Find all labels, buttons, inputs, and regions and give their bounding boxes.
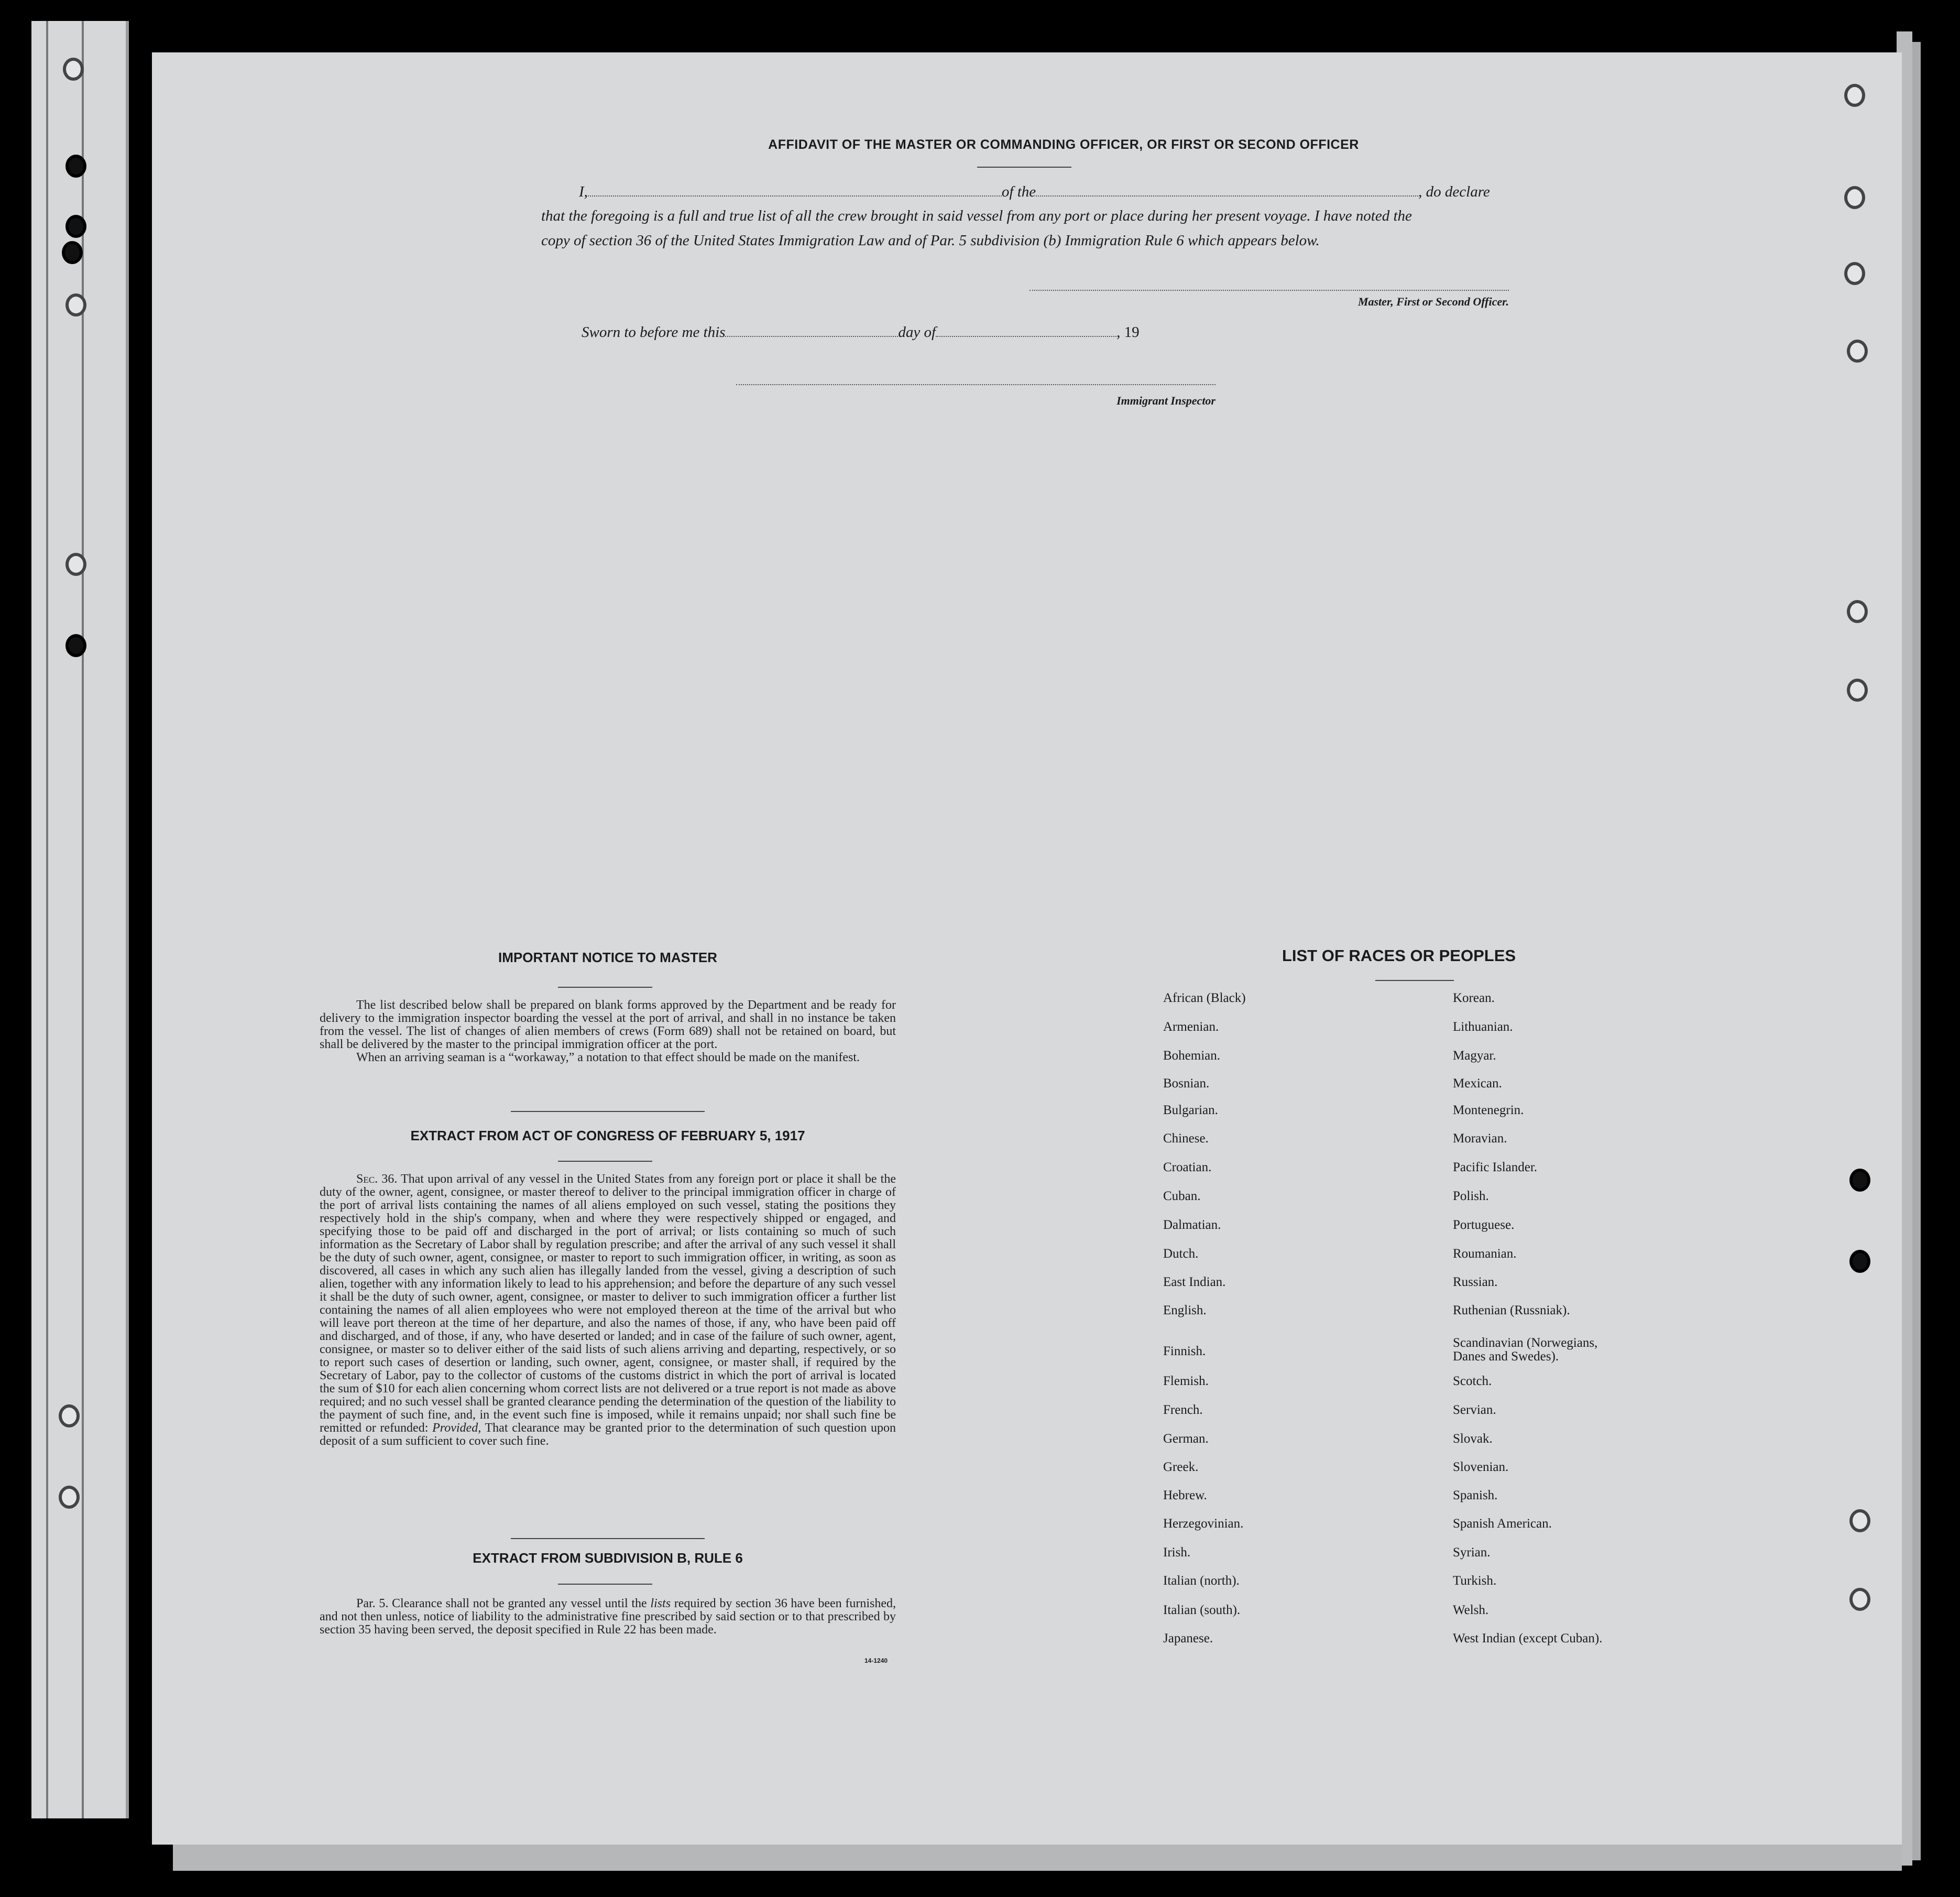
master-signature-caption: Master, First or Second Officer. <box>1357 295 1509 308</box>
race-item: Hebrew. <box>1163 1488 1207 1502</box>
extract-act-title: EXTRACT FROM ACT OF CONGRESS OF FEBRUARY 5, 1917 <box>410 1128 805 1143</box>
affidavit-line-1 <box>579 183 1490 201</box>
race-item: Finnish. <box>1163 1344 1206 1358</box>
divider <box>558 987 652 988</box>
notice-paragraph-2: When an arriving seaman is a “workaway,” a notation to that effect should be made on the manifest. <box>356 1051 860 1064</box>
race-item: Ruthenian (Russniak). <box>1453 1303 1570 1317</box>
affidavit-line-2: that the foregoing is a full and true list of all the crew brought in said vessel from any port or place during her present voyage. I have noted the <box>541 208 1412 224</box>
lists-word: lists <box>650 1597 671 1610</box>
binder-hole <box>1844 262 1865 285</box>
race-item: Irish. <box>1163 1545 1191 1560</box>
races-title: LIST OF RACES OR PEOPLES <box>1282 946 1516 965</box>
race-item: Polish. <box>1453 1189 1489 1203</box>
binder-hole <box>65 155 86 178</box>
binder-hole <box>62 241 83 264</box>
binding-strip <box>31 21 129 1818</box>
race-item: Japanese. <box>1163 1631 1213 1645</box>
binder-hole <box>1847 679 1868 702</box>
binder-hole <box>1847 600 1868 623</box>
race-item: Italian (north). <box>1163 1574 1240 1588</box>
race-item: Syrian. <box>1453 1545 1491 1560</box>
race-item: Spanish. <box>1453 1488 1498 1502</box>
race-item: Slovenian. <box>1453 1460 1509 1474</box>
race-item: French. <box>1163 1403 1203 1417</box>
notice-paragraph-1: The list described below shall be prepared on blank forms approved by the Department and be ready for delivery to the immigration inspector boarding the vessel at the port of arrival, and shall in no instance be taken from the vessel. The list of changes of alien members of crews (Form 689) shall not be retained on board, but shall be delivered by the master to the principal immigration officer at the port. <box>320 998 896 1051</box>
binder-hole <box>63 58 84 81</box>
sworn-label: Sworn to before me this <box>582 324 726 341</box>
affidavit-do-declare: , do declare <box>1418 183 1490 200</box>
race-item: German. <box>1163 1432 1209 1446</box>
divider <box>1375 980 1454 981</box>
race-item: Scotch. <box>1453 1374 1492 1388</box>
race-item: Moravian. <box>1453 1131 1507 1146</box>
race-item: Croatian. <box>1163 1160 1212 1174</box>
sec-36-end: That clearance may be granted prior to the determination of such question upon deposit of a sum sufficient to cover such fine. <box>320 1421 896 1448</box>
affidavit-title: AFFIDAVIT OF THE MASTER OR COMMANDING OFFICER, OR FIRST OR SECOND OFFICER <box>768 137 1359 152</box>
race-item: Montenegrin. <box>1453 1103 1524 1117</box>
rule-6-text <box>320 1597 896 1637</box>
affidavit-i: I, <box>579 183 588 200</box>
binder-hole <box>65 553 86 576</box>
race-item: Greek. <box>1163 1460 1199 1474</box>
race-item: Scandinavian (Norwegians, Danes and Swedes). <box>1453 1336 1598 1364</box>
binder-hole <box>1844 84 1865 107</box>
race-item: Herzegovinian. <box>1163 1517 1244 1531</box>
binder-hole <box>65 215 86 238</box>
divider <box>977 167 1071 168</box>
race-item: East Indian. <box>1163 1275 1226 1289</box>
binder-hole <box>1849 1169 1870 1192</box>
race-item: Pacific Islander. <box>1453 1160 1538 1174</box>
binder-hole <box>1849 1588 1870 1611</box>
race-item: Italian (south). <box>1163 1603 1241 1617</box>
notice-body <box>320 999 896 1064</box>
race-item: Dutch. <box>1163 1247 1199 1261</box>
race-item: Roumanian. <box>1453 1247 1517 1261</box>
race-item: Dalmatian. <box>1163 1218 1221 1232</box>
binder-hole <box>65 634 86 657</box>
divider <box>511 1111 705 1112</box>
binder-hole <box>1844 186 1865 209</box>
race-item: Korean. <box>1453 991 1495 1005</box>
provided-word: Provided, <box>432 1421 481 1435</box>
binder-hole <box>65 293 86 317</box>
race-item: African (Black) <box>1163 991 1246 1005</box>
rule-text-b: required by section 36 have been furnished, and not then unless, notice of liability to the administrative fine prescribed by said section or to that prescribed by section 35 having been served, the deposit specified in Rule 22 has been made. <box>320 1597 896 1637</box>
day-blank[interactable] <box>725 324 898 337</box>
sec-label: Sec. 36. <box>356 1172 398 1186</box>
page-stack-edge <box>1912 42 1921 1860</box>
race-item: Magyar. <box>1453 1049 1496 1063</box>
divider <box>511 1538 705 1539</box>
race-item: Servian. <box>1453 1403 1496 1417</box>
race-item: Cuban. <box>1163 1189 1201 1203</box>
binder-hole <box>1849 1509 1870 1532</box>
sec-36-body: That upon arrival of any vessel in the United States from any foreign port or place it shall be the duty of the owner, agent, consignee, or master thereof to deliver to the principal immigration officer in charge of the port of arrival lists containing the names of all aliens employed on such vessel, stating the positions they respectively hold in the ship's company, when and where they were respectively shipped or engaged, and specifying those to be paid off and discharged in the port of arrival; or lists containing so much of such information as the Secretary of Labor shall by regulation prescribe; and after the arrival of any such vessel it shall be the duty of such owner, agent, consignee, or master to report to such immigration officer, in writing, as soon as discovered, all cases in which any such alien has illegally landed from the vessel, giving a description of such alien, together with any information likely to lead to his apprehension; and before the departure of any such vessel it shall be the duty of such owner, agent, consignee, or master to deliver to such immigration officer a further list containing the names of all alien employees who were not employed thereon at the time of the arrival but who will leave port thereon at the time of her departure, and also the names of those, if any, who have been paid off and discharged, and of those, if any, who have deserted or landed; and in case of the failure of such owner, agent, consignee, or master so to deliver either of the said lists of such aliens arriving and departing, respectively, or so to report such cases of desertion or landing, such owner, agent, consignee, or master shall, if required by the Secretary of Labor, pay to the collector of customs of the customs district in which the port of arrival is located the sum of $10 for each alien concerning whom correct lists are not delivered or a true report is not made as above required; and no such vessel shall be granted clearance pending the determination of the question of the liability to the payment of such fine, and, in the event such fine is imposed, while it remains unpaid; nor shall such fine be remitted or refunded: <box>320 1172 896 1435</box>
race-item: Bohemian. <box>1163 1049 1221 1063</box>
divider <box>558 1584 652 1585</box>
notice-title: IMPORTANT NOTICE TO MASTER <box>498 950 717 965</box>
section-36-text <box>320 1173 896 1448</box>
affidavit-line-3: copy of section 36 of the United States Immigration Law and of Par. 5 subdivision (b) Immigration Rule 6 which appears below. <box>541 232 1320 249</box>
race-item: Mexican. <box>1453 1076 1502 1091</box>
race-item: Armenian. <box>1163 1020 1219 1034</box>
binder-hole <box>1849 1250 1870 1273</box>
race-item: West Indian (except Cuban). <box>1453 1631 1603 1645</box>
race-item: Chinese. <box>1163 1131 1209 1146</box>
sworn-line <box>582 324 1140 341</box>
race-item: English. <box>1163 1303 1207 1317</box>
binder-hole <box>59 1486 80 1509</box>
race-item: Turkish. <box>1453 1574 1497 1588</box>
race-item: Bosnian. <box>1163 1076 1210 1091</box>
day-of-label: day of <box>898 324 936 341</box>
race-item: Bulgarian. <box>1163 1103 1218 1117</box>
vessel-blank[interactable] <box>1036 184 1418 197</box>
race-item: Welsh. <box>1453 1603 1489 1617</box>
rule-text-a: Par. 5. Clearance shall not be granted any vessel until the <box>356 1597 647 1610</box>
form-number: 14-1240 <box>864 1657 888 1664</box>
inspector-caption: Immigrant Inspector <box>1116 394 1216 407</box>
year-prefix: , 19 <box>1116 324 1140 341</box>
month-blank[interactable] <box>936 324 1116 337</box>
race-item: Russian. <box>1453 1275 1498 1289</box>
affidavit-of-the: of the <box>1001 183 1036 200</box>
binder-hole <box>59 1404 80 1427</box>
binder-hole <box>1847 340 1868 363</box>
race-item: Portuguese. <box>1453 1218 1515 1232</box>
race-item: Spanish American. <box>1453 1517 1552 1531</box>
race-item: Slovak. <box>1453 1432 1493 1446</box>
master-signature-line[interactable] <box>1030 290 1509 291</box>
inspector-signature-line[interactable] <box>736 384 1216 385</box>
document-page <box>152 52 1902 1845</box>
race-item: Lithuanian. <box>1453 1020 1513 1034</box>
race-item: Flemish. <box>1163 1374 1209 1388</box>
divider <box>558 1161 652 1162</box>
extract-rule-title: EXTRACT FROM SUBDIVISION B, RULE 6 <box>473 1550 743 1566</box>
name-blank[interactable] <box>588 184 1002 197</box>
